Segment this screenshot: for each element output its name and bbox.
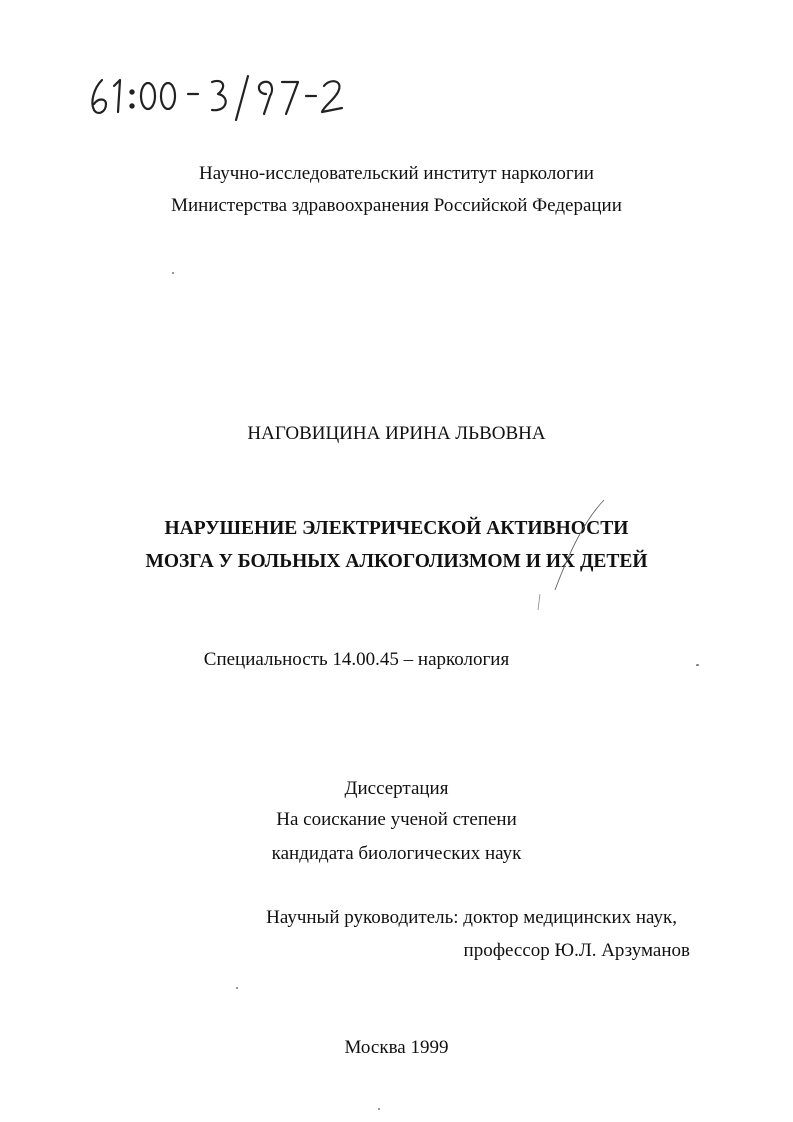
handwritten-code-drawing — [88, 72, 358, 122]
author-name: НАГОВИЦИНА ИРИНА ЛЬВОВНА — [247, 423, 546, 444]
handwritten-archive-code — [88, 72, 358, 122]
thesis-line-1: Диссертация — [344, 778, 449, 799]
institution-line-2: Министерства здравоохранения Российской Федерации — [171, 195, 622, 216]
scan-speck — [378, 1108, 380, 1110]
specialty: Специальность 14.00.45 – наркология — [203, 649, 510, 670]
supervisor-line-1: Научный руководитель: доктор медицинских наук, — [266, 907, 677, 928]
title-line-1: НАРУШЕНИЕ ЭЛЕКТРИЧЕСКОЙ АКТИВНОСТИ — [164, 518, 629, 539]
thesis-line-2: На соискание ученой степени — [276, 809, 517, 830]
scan-speck — [236, 987, 238, 989]
city-year: Москва 1999 — [344, 1037, 449, 1058]
scan-speck — [172, 272, 174, 274]
supervisor-line-2: профессор Ю.Л. Арзуманов — [463, 940, 690, 961]
title-line-2: МОЗГА У БОЛЬНЫХ АЛКОГОЛИЗМОМ И ИХ ДЕТЕЙ — [145, 551, 648, 572]
scan-speck — [696, 664, 699, 666]
thesis-line-3: кандидата биологических наук — [271, 843, 522, 864]
institution-line-1: Научно-исследовательский институт наркологии — [199, 163, 594, 184]
